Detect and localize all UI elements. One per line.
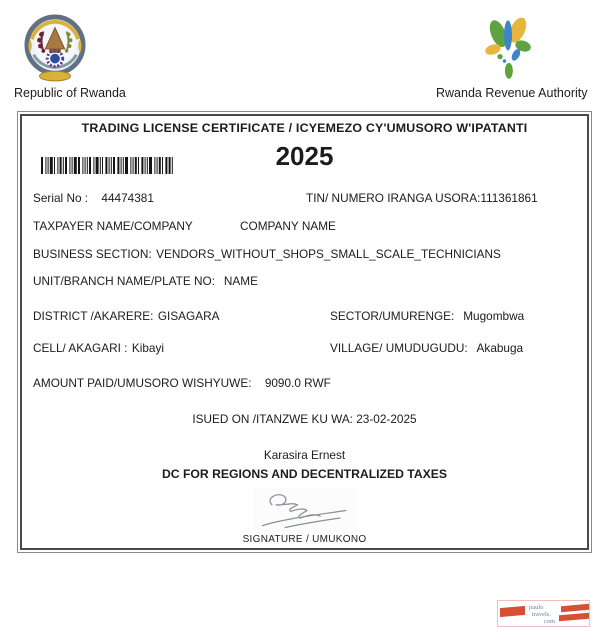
sector-field [330,307,524,325]
certificate-title: TRADING LICENSE CERTIFICATE / ICYEMEZO CY'UMUSORO W'IPATANTI [81,121,528,135]
paulo-travels-watermark [497,600,590,627]
amount-paid-label: AMOUNT PAID/UMUSORO WISHYUWE: [33,376,252,390]
certificate-inner-border [20,114,589,550]
taxpayer-field [33,217,193,235]
amount-paid-value: 9090.0 RWF [264,376,331,390]
serial-label: Serial No : [33,191,89,205]
rra-logo-icon [477,10,539,82]
district-value: GISAGARA [157,309,220,323]
tin-value: 111361861 [480,191,538,205]
rwanda-revenue-authority-label: Rwanda Revenue Authority [436,86,588,100]
tin-field [306,189,538,207]
sector-label: SECTOR/UMURENGE: [330,309,455,323]
issued-on-field [22,412,587,426]
sector-value: Mugombwa [463,309,525,323]
serial-field [33,189,154,207]
watermark-text-3: com [544,618,556,625]
certificate-year: 2025 [275,141,334,171]
cell-field [33,339,164,357]
serial-value: 44474381 [101,191,154,205]
watermark-text-1: paulo [529,604,544,611]
handwritten-signature-icon [253,488,357,532]
amount-paid-field [33,374,331,392]
republic-of-rwanda-label: Republic of Rwanda [14,86,126,100]
district-field [33,307,219,325]
unit-branch-label: UNIT/BRANCH NAME/PLATE NO: [33,274,215,288]
unit-branch-field [33,272,258,290]
unit-branch-value: NAME [223,274,258,288]
watermark-text-2: travels. [532,611,551,618]
issued-on-label: ISUED ON /ITANZWE KU WA: [192,412,353,426]
taxpayer-label: TAXPAYER NAME/COMPANY [33,219,193,233]
watermark-right-bar-2 [559,613,589,622]
signature-caption: SIGNATURE / UMUKONO [242,534,367,545]
watermark-left-bar [500,606,525,617]
signatory-title: DC FOR REGIONS AND DECENTRALIZED TAXES [161,467,448,481]
signatory-name: Karasira Ernest [263,448,346,462]
taxpayer-value: COMPANY NAME [240,219,336,233]
village-label: VILLAGE/ UMUDUGUDU: [330,341,468,355]
barcode-icon [41,157,191,175]
business-section-label: BUSINESS SECTION: [33,247,152,261]
tin-label: TIN/ NUMERO IRANGA USORA: [306,191,481,205]
business-section-value: VENDORS_WITHOUT_SHOPS_SMALL_SCALE_TECHNICIANS [156,247,501,261]
cell-value: Kibayi [131,341,165,355]
issued-on-value: 23-02-2025 [356,412,417,426]
business-section-field [33,245,501,263]
cell-label: CELL/ AKAGARI : [33,341,128,355]
district-label: DISTRICT /AKARERE: [33,309,154,323]
certificate-box [17,111,592,553]
village-value: Akabuga [476,341,524,355]
village-field [330,339,523,357]
watermark-right-bar-1 [561,604,589,612]
rwanda-coat-of-arms-icon [24,10,86,84]
